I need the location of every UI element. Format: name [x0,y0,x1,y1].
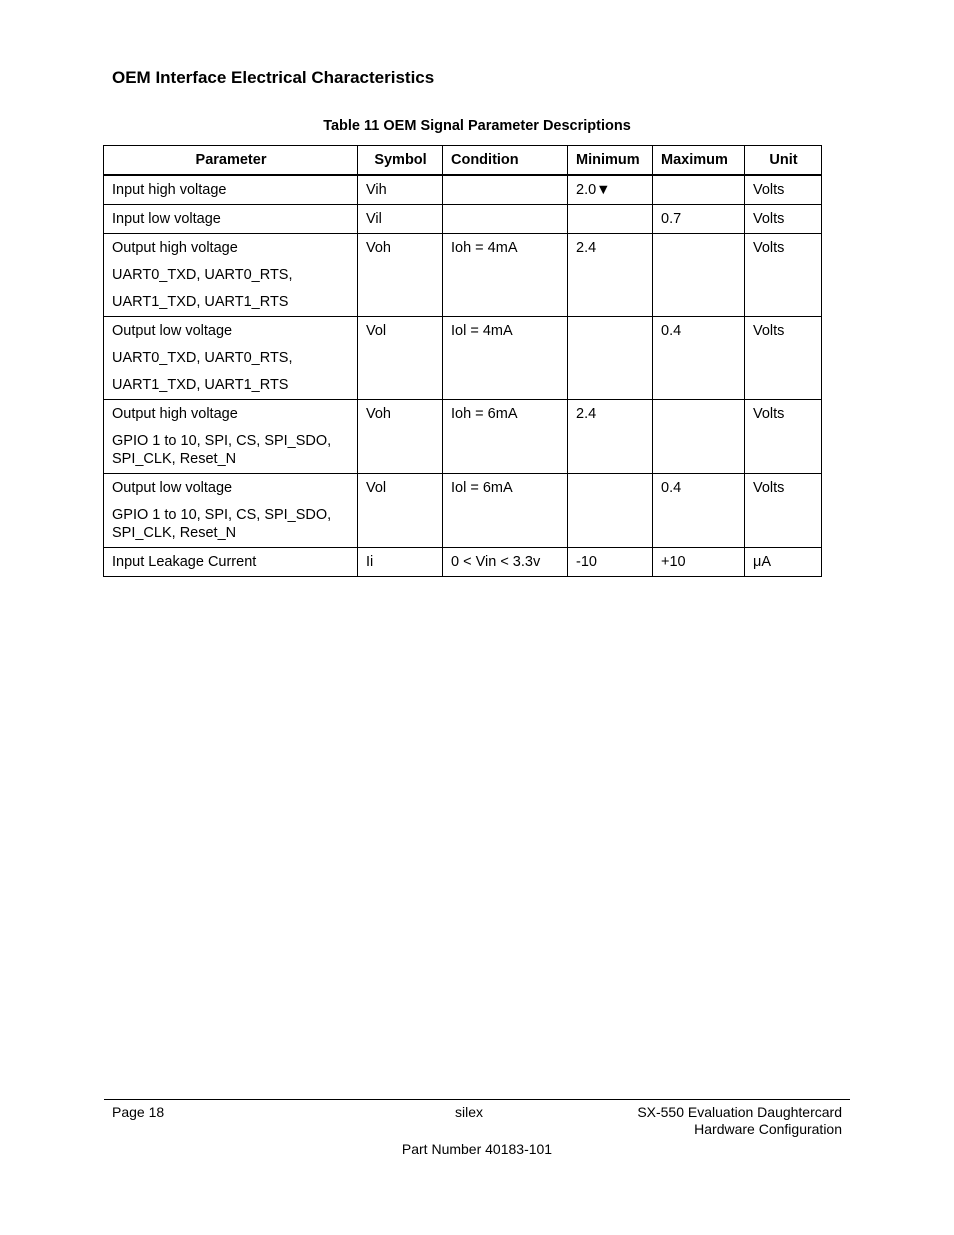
cell-unit: μA [745,548,822,577]
footer-part-number: Part Number 40183-101 [401,1141,553,1157]
table-row [104,205,822,234]
cell-minimum [568,317,653,400]
parameter-signals: SPI_CLK, Reset_N [112,451,237,467]
table-row [104,175,822,205]
cell-parameter [104,317,358,400]
cell-maximum: 0.4 [653,317,745,400]
parameter-name: Input low voltage [112,211,221,227]
cell-condition: Iol = 6mA [443,474,568,548]
cell-condition: 0 < Vin < 3.3v [443,548,568,577]
cell-symbol: Ii [358,548,443,577]
cell-unit: Volts [745,474,822,548]
cell-symbol: Vil [358,205,443,234]
cell-minimum [568,474,653,548]
footer-document-title [637,1104,842,1138]
table-row [104,400,822,474]
cell-maximum [653,175,745,205]
table-row [104,474,822,548]
cell-minimum [568,205,653,234]
footer-divider [104,1099,850,1100]
parameter-name: Input Leakage Current [112,554,257,570]
cell-condition: Ioh = 6mA [443,400,568,474]
cell-maximum [653,400,745,474]
parameter-name: Input high voltage [112,182,227,198]
cell-symbol: Vih [358,175,443,205]
parameter-signals: SPI_CLK, Reset_N [112,525,237,541]
parameter-signals: UART0_TXD, UART0_RTS, [112,350,293,366]
cell-condition: Iol = 4mA [443,317,568,400]
parameter-name: Output high voltage [112,240,238,256]
cell-maximum: 0.4 [653,474,745,548]
cell-symbol: Voh [358,400,443,474]
cell-unit: Volts [745,234,822,317]
column-header-symbol: Symbol [358,146,443,176]
column-header-minimum: Minimum [568,146,653,176]
cell-parameter [104,205,358,234]
cell-unit: Volts [745,317,822,400]
parameter-signals: GPIO 1 to 10, SPI, CS, SPI_SDO, [112,433,332,449]
cell-parameter [104,175,358,205]
footer-document-title-line1: SX-550 Evaluation Daughtercard [637,1104,842,1120]
table-row [104,234,822,317]
cell-maximum: +10 [653,548,745,577]
column-header-parameter: Parameter [104,146,358,176]
parameter-signals: GPIO 1 to 10, SPI, CS, SPI_SDO, [112,507,332,523]
parameter-signals: UART1_TXD, UART1_RTS [112,294,289,310]
cell-parameter [104,400,358,474]
cell-minimum: 2.4 [568,234,653,317]
column-header-condition: Condition [443,146,568,176]
parameter-name: Output high voltage [112,406,238,422]
cell-parameter [104,474,358,548]
cell-minimum: -10 [568,548,653,577]
cell-minimum: 2.0▼ [568,175,653,205]
oem-signal-parameter-table [103,145,822,577]
table-row [104,317,822,400]
section-title: OEM Interface Electrical Characteristics [112,68,435,87]
column-header-maximum: Maximum [653,146,745,176]
table-row [104,548,822,577]
cell-symbol: Vol [358,317,443,400]
cell-minimum: 2.4 [568,400,653,474]
footer-document-title-line2: Hardware Configuration [694,1121,842,1137]
table-caption: Table 11 OEM Signal Parameter Descriptions [323,118,631,134]
cell-parameter [104,234,358,317]
cell-parameter [104,548,358,577]
parameter-name: Output low voltage [112,480,233,496]
cell-unit: Volts [745,175,822,205]
cell-unit: Volts [745,400,822,474]
parameter-signals: UART1_TXD, UART1_RTS [112,377,289,393]
cell-condition [443,175,568,205]
column-header-unit: Unit [745,146,822,176]
footer-page-number: Page 18 [112,1104,165,1120]
cell-maximum: 0.7 [653,205,745,234]
cell-condition [443,205,568,234]
cell-symbol: Voh [358,234,443,317]
footer-company: silex [454,1104,483,1120]
cell-symbol: Vol [358,474,443,548]
table-header-row [104,146,822,176]
cell-maximum [653,234,745,317]
parameter-signals: UART0_TXD, UART0_RTS, [112,267,293,283]
parameter-name: Output low voltage [112,323,233,339]
cell-unit: Volts [745,205,822,234]
cell-condition: Ioh = 4mA [443,234,568,317]
